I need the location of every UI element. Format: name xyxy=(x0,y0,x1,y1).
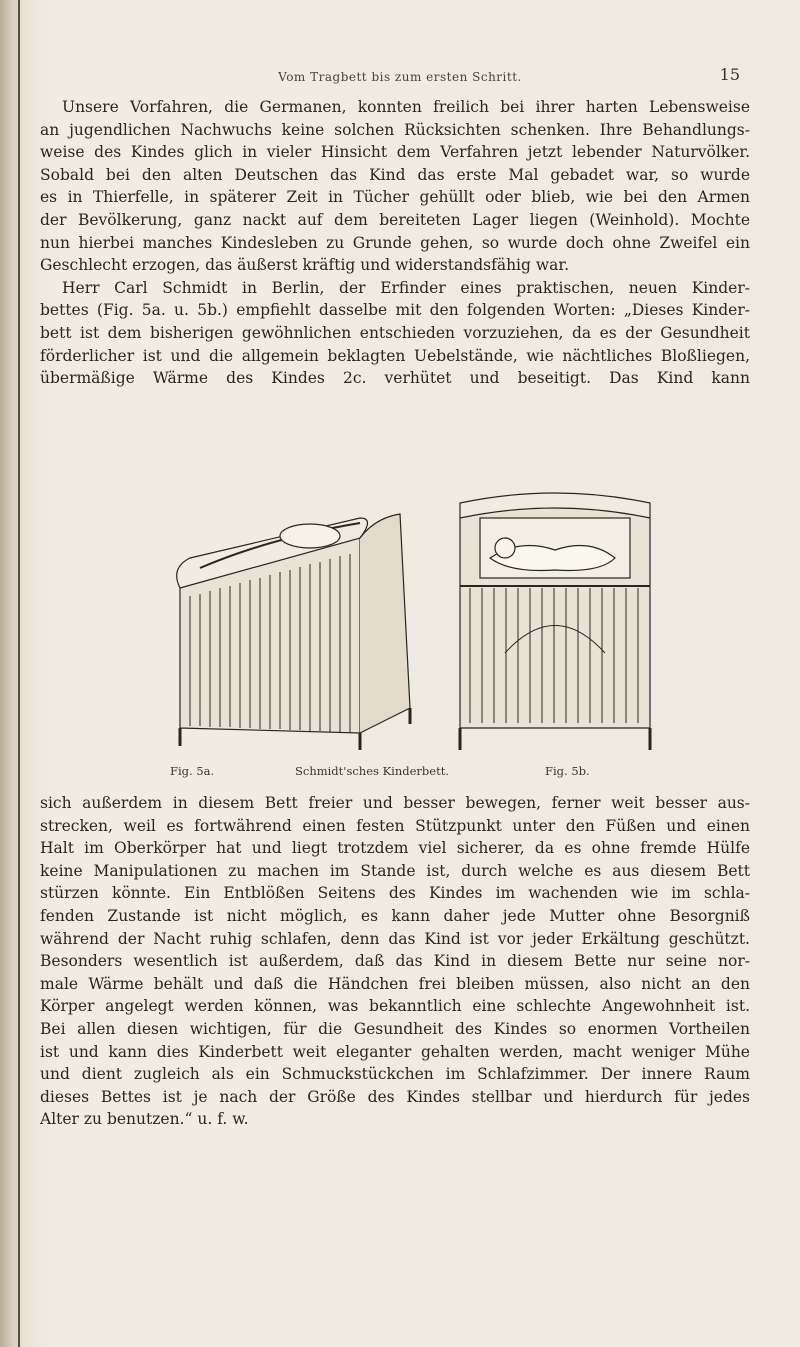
text-line: der Bevölkerung, ganz nackt auf dem bereiteten Lager liegen (Weinhold). Mochte xyxy=(40,210,750,229)
page-number: 15 xyxy=(719,65,740,84)
text-line: keine Manipulationen zu machen im Stande ist, durch welche es aus diesem Bett xyxy=(40,861,750,880)
figure-label-b: Fig. 5b. xyxy=(545,764,590,778)
text-line: dieses Bettes ist je nach der Größe des Kindes stellbar und hierdurch für jedes xyxy=(40,1087,750,1106)
text-line: ist und kann dies Kinderbett weit eleganter gehalten werden, macht weniger Mühe xyxy=(40,1042,750,1061)
text-line: bett ist dem bisherigen gewöhnlichen entschieden vorzuziehen, da es der Gesundheit xyxy=(40,323,750,342)
top-paragraph xyxy=(40,96,750,390)
crib-front-figure xyxy=(460,493,650,750)
text-line: übermäßige Wärme des Kindes 2c. verhütet und beseitigt. Das Kind kann xyxy=(40,369,750,388)
text-line: stürzen könnte. Ein Entblößen Seitens des Kindes im wachenden wie im schla- xyxy=(40,884,750,903)
crib-perspective-figure xyxy=(177,514,410,750)
text-line: förderlicher ist und die allgemein beklagten Uebelstände, wie nächtliches Bloßliegen, xyxy=(40,346,750,365)
binding-edge-line xyxy=(18,0,20,1347)
text-line: strecken, weil es fortwährend einen festen Stützpunkt unter den Füßen und einen xyxy=(40,816,750,835)
text-line: Besonders wesentlich ist außerdem, daß das Kind in diesem Bette nur seine nor- xyxy=(40,952,750,971)
crib-engraving xyxy=(160,478,660,758)
text-line: Alter zu benutzen.“ u. f. w. xyxy=(40,1110,249,1129)
text-line: Unsere Vorfahren, die Germanen, konnten freilich bei ihrer harten Lebensweise xyxy=(62,98,750,116)
text-line: Halt im Oberkörper hat und liegt trotzdem viel sicherer, da es ohne fremde Hülfe xyxy=(40,839,750,858)
figure-title: Schmidt'sches Kinderbett. xyxy=(295,764,449,778)
text-line: während der Nacht ruhig schlafen, denn das Kind ist vor jeder Erkältung geschützt. xyxy=(40,929,750,948)
text-line: an jugendlichen Nachwuchs keine solchen Rücksichten schenken. Ihre Behandlungs- xyxy=(40,120,750,139)
text-line: fenden Zustande ist nicht möglich, es kann daher jede Mutter ohne Besorgniß xyxy=(40,906,750,925)
bottom-paragraph xyxy=(40,792,750,1131)
text-line: weise des Kindes glich in vieler Hinsicht dem Verfahren jetzt lebender Naturvölker. xyxy=(40,143,750,162)
text-line: und dient zugleich als ein Schmuckstückchen im Schlafzimmer. Der innere Raum xyxy=(40,1065,750,1084)
crib-illustration xyxy=(160,478,660,758)
text-line: male Wärme behält und daß die Händchen frei bleiben müssen, also nicht an den xyxy=(40,974,750,993)
text-line: Körper angelegt werden können, was bekanntlich eine schlechte Angewohnheit ist. xyxy=(40,997,750,1016)
text-line: Sobald bei den alten Deutschen das Kind das erste Mal gebadet war, so wurde xyxy=(40,165,750,184)
text-line: nun hierbei manches Kindesleben zu Grunde gehen, so wurde doch ohne Zweifel ein xyxy=(40,233,750,252)
figure-label-a: Fig. 5a. xyxy=(170,764,215,778)
text-line: Geschlecht erzogen, das äußerst kräftig und widerstandsfähig war. xyxy=(40,256,569,275)
text-line: bettes (Fig. 5a. u. 5b.) empfiehlt dasselbe mit den folgenden Worten: „Dieses Kinder- xyxy=(40,301,750,320)
text-line: sich außerdem in diesem Bett freier und besser bewegen, ferner weit besser aus- xyxy=(40,794,750,812)
text-line: Bei allen diesen wichtigen, für die Gesundheit des Kindes so enormen Vortheilen xyxy=(40,1019,750,1038)
text-line: es in Thierfelle, in späterer Zeit in Tücher gehüllt oder blieb, wie bei den Armen xyxy=(40,188,750,207)
figure-caption xyxy=(160,764,660,782)
text-line: Herr Carl Schmidt in Berlin, der Erfinder eines praktischen, neuen Kinder- xyxy=(62,278,750,297)
running-head: Vom Tragbett bis zum ersten Schritt. xyxy=(278,70,522,84)
